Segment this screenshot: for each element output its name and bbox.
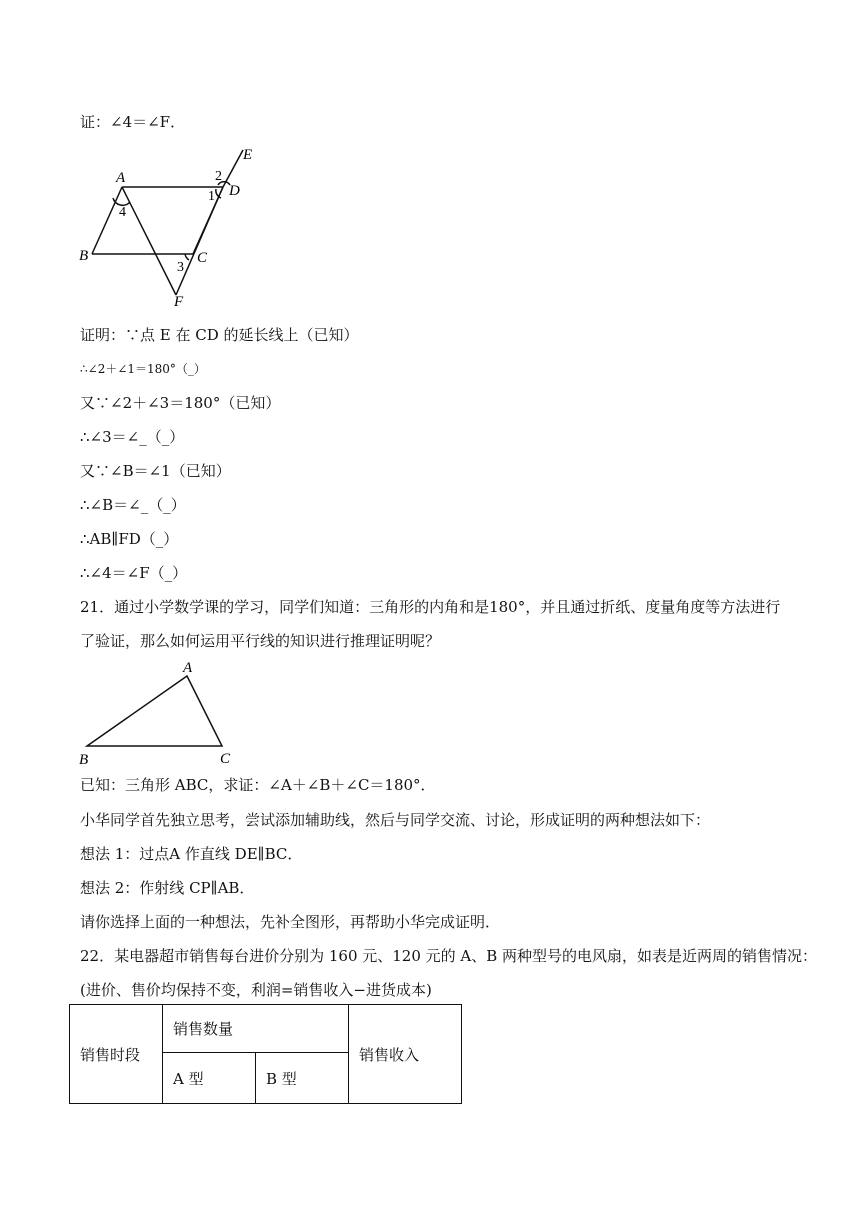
prove-statement: 证：∠4＝∠F．	[80, 113, 186, 131]
triangle-figure	[75, 660, 255, 770]
header-revenue: 销售收入	[349, 1005, 462, 1104]
label-C: C	[220, 751, 231, 767]
q22-intro-line-2: (进价、售价均保持不变，利润=销售收入−进货成本)	[80, 981, 432, 999]
label-A: A	[116, 170, 126, 186]
q21-intro-line-1: 21．通过小学数学课的学习，同学们知道：三角形的内角和是180°，并且通过折纸、度量角度等方法进行	[80, 598, 781, 616]
label-D: D	[229, 183, 240, 199]
angle-3-label: 3	[177, 260, 184, 275]
label-C: C	[197, 250, 208, 266]
q21-idea-1: 想法 1：过点A 作直线 DE∥BC．	[80, 845, 303, 863]
header-period: 销售时段	[70, 1005, 163, 1104]
q21-intro-line-2: 了验证，那么如何运用平行线的知识进行推理证明呢？	[80, 632, 441, 650]
header-type-a: A 型	[163, 1053, 256, 1104]
proof-step-5: 又∵∠B＝∠1（已知）	[80, 462, 231, 480]
label-E: E	[243, 147, 253, 163]
label-B: B	[79, 248, 89, 264]
q21-description: 小华同学首先独立思考，尝试添加辅助线，然后与同学交流、讨论，形成证明的两种想法如下：	[80, 811, 711, 829]
q21-idea-2: 想法 2：作射线 CP∥AB．	[80, 879, 255, 897]
proof-step-6: ∴∠B＝∠_（_）	[80, 496, 186, 514]
angle-1-label: 1	[208, 189, 215, 204]
angle-4-label: 4	[119, 205, 126, 220]
q22-intro-line-1: 22．某电器超市销售每台进价分别为 160 元、120 元的 A、B 两种型号的电风扇，如表是近两周的销售情况：	[80, 947, 818, 965]
angle-2-label: 2	[215, 169, 222, 184]
proof-step-8: ∴∠4＝∠F（_）	[80, 564, 188, 582]
proof-step-4: ∴∠3＝∠_（_）	[80, 428, 185, 446]
label-A: A	[183, 660, 193, 676]
header-quantity: 销售数量	[163, 1005, 349, 1053]
label-B: B	[79, 752, 89, 768]
label-F: F	[174, 294, 184, 310]
proof-step-3: 又∵∠2＋∠3＝180°（已知）	[80, 394, 281, 412]
header-type-b: B 型	[256, 1053, 349, 1104]
parallelogram-figure	[75, 140, 275, 310]
proof-step-1: 证明：∵点 E 在 CD 的延长线上（已知）	[80, 326, 359, 344]
sales-table	[69, 1004, 462, 1104]
q21-given: 已知：三角形 ABC，求证：∠A＋∠B＋∠C＝180°．	[80, 776, 436, 794]
q21-task: 请你选择上面的一种想法，先补全图形，再帮助小华完成证明．	[80, 913, 501, 931]
proof-step-2: ∴∠2＋∠1＝180°（_）	[80, 362, 206, 376]
proof-step-7: ∴AB∥FD（_）	[80, 530, 179, 548]
